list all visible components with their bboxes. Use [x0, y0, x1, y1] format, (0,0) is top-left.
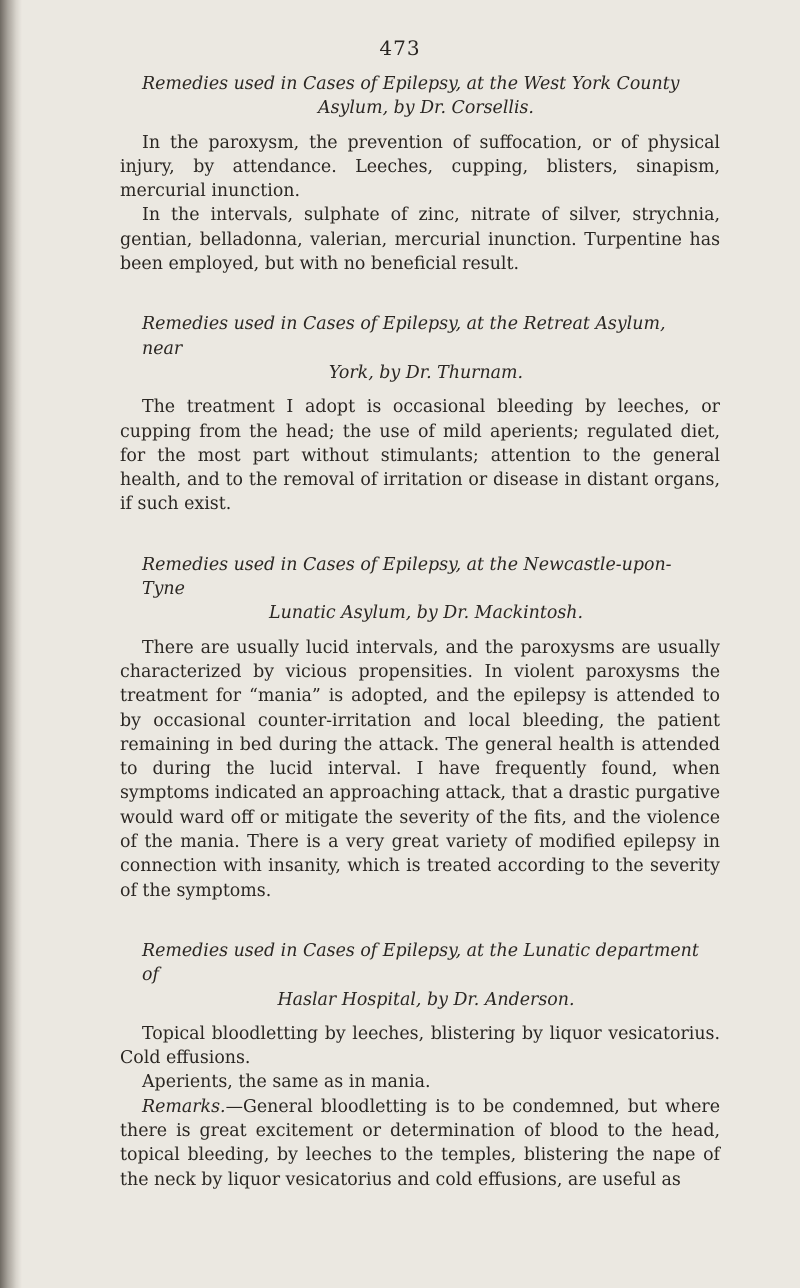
paragraph: There are usually lucid intervals, and the paroxysms are usually characterized by vicious propensities. In violent paroxysms the treatment for “mania” is adopted, and the epilepsy is attended to by occasional counter-irritation and local bleeding, the patient remaining in bed during the attack. The general health is attended to during the lucid interval. I have frequently found, when symptoms indicated an approaching attack, that a drastic purgative would ward off or mitigate the severity of the fits, and the violence of the mania. There is a very great variety of modified epilepsy in connection with insanity, which is treated according to the severity of the symptoms.: [120, 637, 720, 901]
remarks-text: —General bloodletting is to be condemned, but where there is great excitement or determination of blood to the head, topical bleeding, by leeches to the temples, blistering the nape of the neck by liquor vesicatorius and cold effusions, are useful as: [120, 1096, 720, 1190]
section-heading-line: Remedies used in Cases of Epilepsy, at the Lunatic department of: [142, 940, 699, 986]
section-heading: [120, 72, 720, 121]
page-number: 473: [379, 36, 421, 60]
paragraph: In the paroxysm, the prevention of suffocation, or of physical injury, by attendance. Leeches, cupping, blisters, sinapism, mercurial inunction.: [120, 132, 720, 202]
remarks-paragraph: [120, 1095, 720, 1192]
section-heading-line: Haslar Hospital, by Dr. Anderson.: [277, 989, 575, 1010]
section-heading-line: Remedies used in Cases of Epilepsy, at the Retreat Asylum, near: [142, 314, 666, 359]
paragraph: In the intervals, sulphate of zinc, nitrate of silver, strychnia, gentian, belladonna, valerian, mercurial inunction. Turpentine has been employed, but with no beneficial result.: [120, 205, 720, 275]
paragraph: Aperients, the same as in mania.: [142, 1072, 431, 1093]
section-heading: [120, 312, 720, 385]
remarks-label: Remarks.: [142, 1096, 226, 1117]
section-heading: [120, 939, 720, 1012]
section-heading: [120, 553, 720, 626]
section-heading-line: Asylum, by Dr. Corsellis.: [318, 98, 534, 119]
section-heading-line: York, by Dr. Thurnam.: [328, 362, 524, 383]
paragraph: Topical bloodletting by leeches, blistering by liquor vesicatorius. Cold effusions.: [120, 1023, 720, 1069]
binding-gutter: [0, 0, 22, 1288]
section-heading-line: Remedies used in Cases of Epilepsy, at the West York County: [142, 74, 680, 94]
paragraph: The treatment I adopt is occasional bleeding by leeches, or cupping from the head; the use of mild aperients; regulated diet, for the most part without stimulants; attention to the general health, and to the removal of irritation or disease in distant organs, if such exist.: [120, 397, 720, 515]
section-heading-line: Remedies used in Cases of Epilepsy, at the Newcastle-upon-Tyne: [142, 554, 672, 600]
section-heading-line: Lunatic Asylum, by Dr. Mackintosh.: [269, 603, 583, 624]
page-body: [120, 72, 720, 1192]
